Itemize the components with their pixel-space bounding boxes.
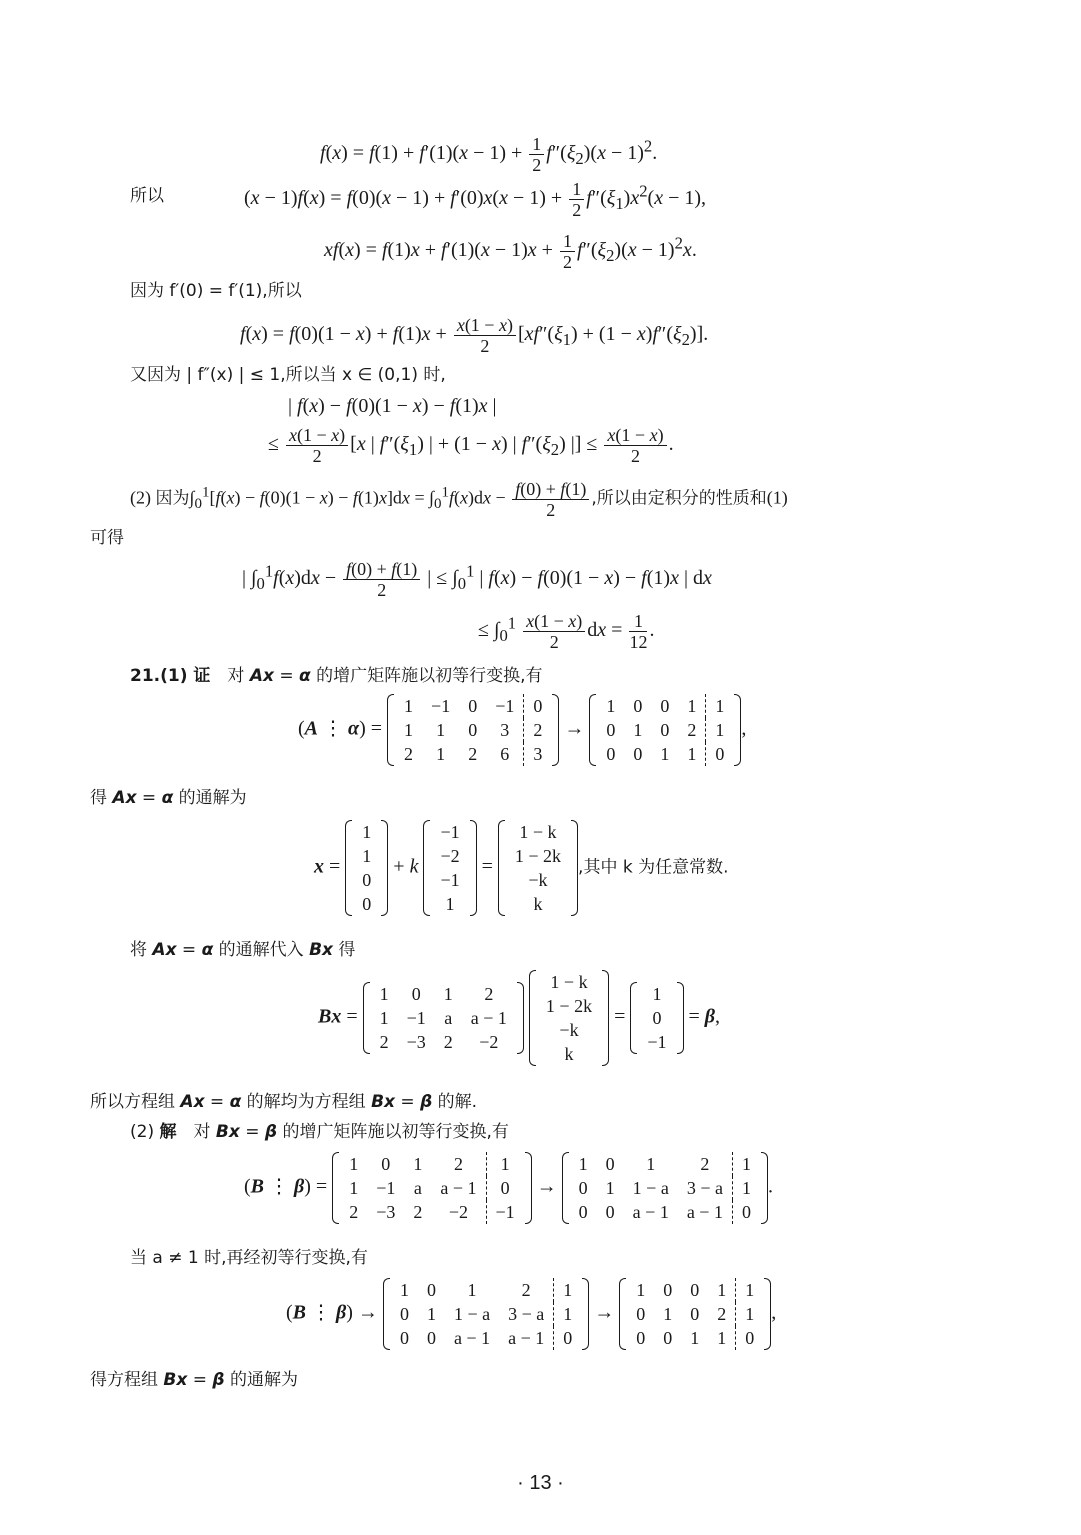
matrix-A-aug: 1 −1 0 −1 0 1 1 0 3 2 2 1 2 6 3 <box>387 694 559 766</box>
vector-xk: −1 −2 −1 1 <box>423 820 476 916</box>
text-part2-solution: (2) 解 对 Bx = β 的增广矩阵施以初等行变换,有 <box>130 1122 509 1142</box>
text-suoyi: 所以 <box>130 186 164 206</box>
eq-A-aug-reduction: (A ⋮ α) = 1 −1 0 −1 0 1 1 0 3 2 2 1 2 6 3 → 1 0 0 1 1 0 1 0 2 1 0 0 1 1 0 , <box>298 696 747 764</box>
matrix-A-reduced: 1 0 0 1 1 0 1 0 2 1 0 0 1 1 0 <box>589 694 741 766</box>
eq-Bx: Bx = 1 0 1 2 1 −1 a a − 1 2 −3 2 −2 1 − k 1 − 2k −k k = 1 0 −1 = β, <box>318 972 721 1064</box>
vector-xsum-2: 1 − k 1 − 2k −k k <box>529 970 609 1066</box>
eq-taylor-f1: f(x) = f(1) + f′(1)(x − 1) + $\frac{1}{2}$ $f''(\xi_2)(x - 1)^2$. <box>320 134 658 175</box>
matrix-B: 1 0 1 2 1 −1 a a − 1 2 −3 2 −2 <box>363 982 524 1054</box>
eq-B-aug-reduction: (B ⋮ β) = 1 0 1 2 1 1 −1 a a − 1 0 2 −3 2 −2 −1 → 1 0 1 2 1 0 1 1 − a 3 − a 1 0 0 a − 1 a − 1 0 . <box>244 1154 773 1222</box>
eq-abs-diff: | f(x) − f(0)(1 − x) − f(1)x | <box>288 395 497 417</box>
vector-xsum: 1 − k 1 − 2k −k k <box>498 820 578 916</box>
text-because-fprime: 因为 f′(0) = f′(1),所以 <box>130 281 302 301</box>
matrix-B-reduced-1b: 1 0 1 2 1 0 1 1 − a 3 − a 1 0 0 a − 1 a − 1 0 <box>383 1278 589 1350</box>
eq-part2-intro: (2) 因为$\int_0^1[f(x) - f(0)(1 - x) - f(1)x]dx = \int_0^1f(x)dx$ − $\frac{f(0) + f(1)}{2}$ ,所以由定积分的性质和(1) <box>130 479 788 520</box>
vector-beta: 1 0 −1 <box>630 982 683 1054</box>
eq-B-aug-reduction-2: (B ⋮ β) → 1 0 1 2 1 0 1 1 − a 3 − a 1 0 0 a − 1 a − 1 0 → 1 0 0 1 1 0 1 0 2 1 0 0 1 1 0 , <box>286 1280 777 1348</box>
eq-xfx: xf(x) = f(1)x + f′(1)(x − 1)x + $\frac{1}{2}$ $f''(\xi_2)(x - 1)^2x$. <box>324 231 697 272</box>
text-q21-intro: 21.(1) 证 对 Ax = α 的增广矩阵施以初等行变换,有 <box>130 666 543 686</box>
text-kede: 可得 <box>90 528 124 548</box>
eq-integral-bound: | $\int_0^1f(x)dx$ − $\frac{f(0) + f(1)}{2}$ | ≤ $\int_0^1$ | f(x) − f(0)(1 − x) − f(1)x | dx <box>242 559 712 600</box>
matrix-B-reduced-2: 1 0 0 1 1 0 1 0 2 1 0 0 1 1 0 <box>619 1278 771 1350</box>
eq-bound: ≤ $\frac{x(1 - x)}{2}$ [x | $f''(\xi_1)$ | + (1 − x) | $f''(\xi_2)$ |] ≤ $\frac{x(1 - x)}{2}$ . <box>268 425 674 466</box>
matrix-B-reduced-1: 1 0 1 2 1 0 1 1 − a 3 − a 1 0 0 a − 1 a − 1 0 <box>562 1152 768 1224</box>
eq-x-minus-1-fx: (x − 1)f(x) = f(0)(x − 1) + f′(0)x(x − 1) + $\frac{1}{2}$ $f''(\xi_1)x^2(x - 1)$, <box>244 179 707 220</box>
eq-x-general: x = 1 1 0 0 + k −1 −2 −1 1 = 1 − k 1 − 2k −k k ,其中 k 为任意常数. <box>314 822 729 914</box>
text-conclusion-1: 所以方程组 Ax = α 的解均为方程组 Bx = β 的解. <box>90 1092 478 1112</box>
eq-integral-result: ≤ $\int_0^1$ $\frac{x(1 - x)}{2}$ dx = $\frac{1}{12}$ . <box>478 611 655 652</box>
text-general-solution-Bx: 得方程组 Bx = β 的通解为 <box>90 1370 298 1390</box>
eq-fx-combined: f(x) = f(0)(1 − x) + f(1)x + $\frac{x(1 - x)}{2}$ $[xf''(\xi_1) + (1 - x)f''(\xi_2)]$. <box>240 315 709 356</box>
page-number: · 13 · <box>517 1472 564 1494</box>
text-substitute: 将 Ax = α 的通解代入 Bx 得 <box>130 940 356 960</box>
text-also-because: 又因为 | f″(x) | ≤ 1,所以当 x ∈ (0,1) 时, <box>130 365 446 385</box>
vector-x0: 1 1 0 0 <box>345 820 388 916</box>
text-general-solution-Ax: 得 Ax = α 的通解为 <box>90 788 247 808</box>
matrix-B-aug: 1 0 1 2 1 1 −1 a a − 1 0 2 −3 2 −2 −1 <box>332 1152 531 1224</box>
text-when-a-ne-1: 当 a ≠ 1 时,再经初等行变换,有 <box>130 1248 368 1268</box>
